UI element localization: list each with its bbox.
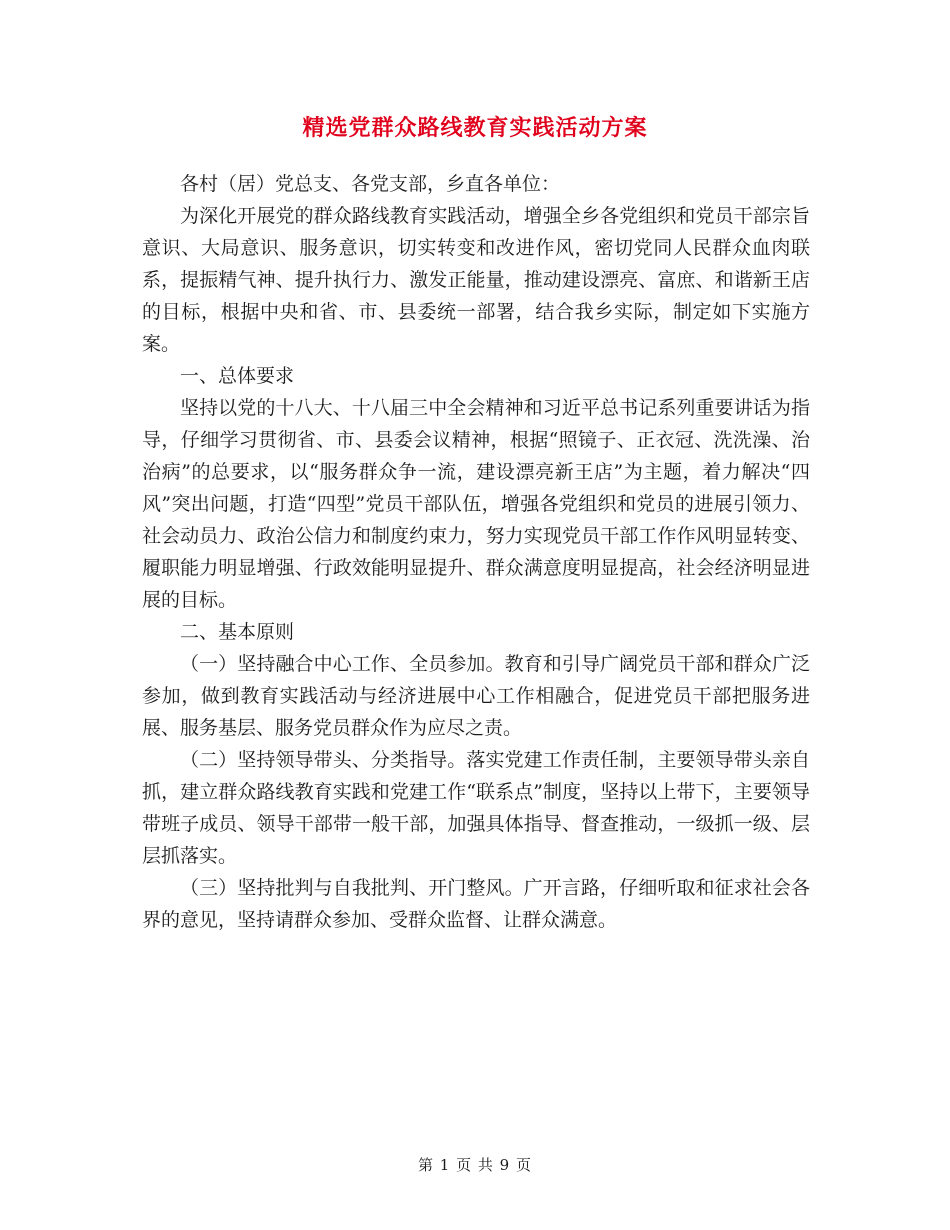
section-heading-basic-principles: 二、基本原则	[180, 621, 295, 643]
principle-1-paragraph: （一）坚持融合中心工作、全员参加。教育和引导广阔党员干部和群众广泛参加，做到教育实践活动与经济进展中心工作相融合，促进党员干部把服务进展、服务基层、服务党员群众作为应尽之责。	[142, 653, 810, 739]
document-body	[142, 168, 810, 936]
document-title: 精选党群众路线教育实践活动方案	[302, 115, 648, 141]
general-requirements-paragraph: 坚持以党的十八大、十八届三中全会精神和习近平总书记系列重要讲话为指导，仔细学习贯彻省、市、县委会议精神，根据“照镜子、正衣冠、洗洗澡、治治病”的总要求，以“服务群众争一流，建设漂亮新王店”为主题，着力解决“四风”突出问题，打造“四型”党员干部队伍，增强各党组织和党员的进展引领力、社会动员力、政治公信力和制度约束力，努力实现党员干部工作作风明显转变、履职能力明显增强、行政效能明显提升、群众满意度明显提高，社会经济明显进展的目标。	[142, 397, 810, 611]
principle-3-paragraph: （三）坚持批判与自我批判、开门整风。广开言路，仔细听取和征求社会各界的意见，坚持请群众参加、受群众监督、让群众满意。	[142, 877, 810, 931]
intro-paragraph: 为深化开展党的群众路线教育实践活动，增强全乡各党组织和党员干部宗旨意识、大局意识、服务意识，切实转变和改进作风，密切党同人民群众血肉联系，提振精气神、提升执行力、激发正能量，推动建设漂亮、富庶、和谐新王店的目标，根据中央和省、市、县委统一部署，结合我乡实际，制定如下实施方案。	[142, 205, 810, 355]
salutation-paragraph: 各村（居）党总支、各党支部，乡直各单位：	[180, 173, 561, 195]
page-number-footer: 第 1 页 共 9 页	[418, 1156, 532, 1174]
section-heading-general-requirements: 一、总体要求	[180, 365, 295, 387]
principle-2-paragraph: （二）坚持领导带头、分类指导。落实党建工作责任制，主要领导带头亲自抓，建立群众路线教育实践和党建工作“联系点”制度，坚持以上带下，主要领导带班子成员、领导干部带一般干部，加强具体指导、督查推动，一级抓一级、层层抓落实。	[142, 749, 810, 867]
